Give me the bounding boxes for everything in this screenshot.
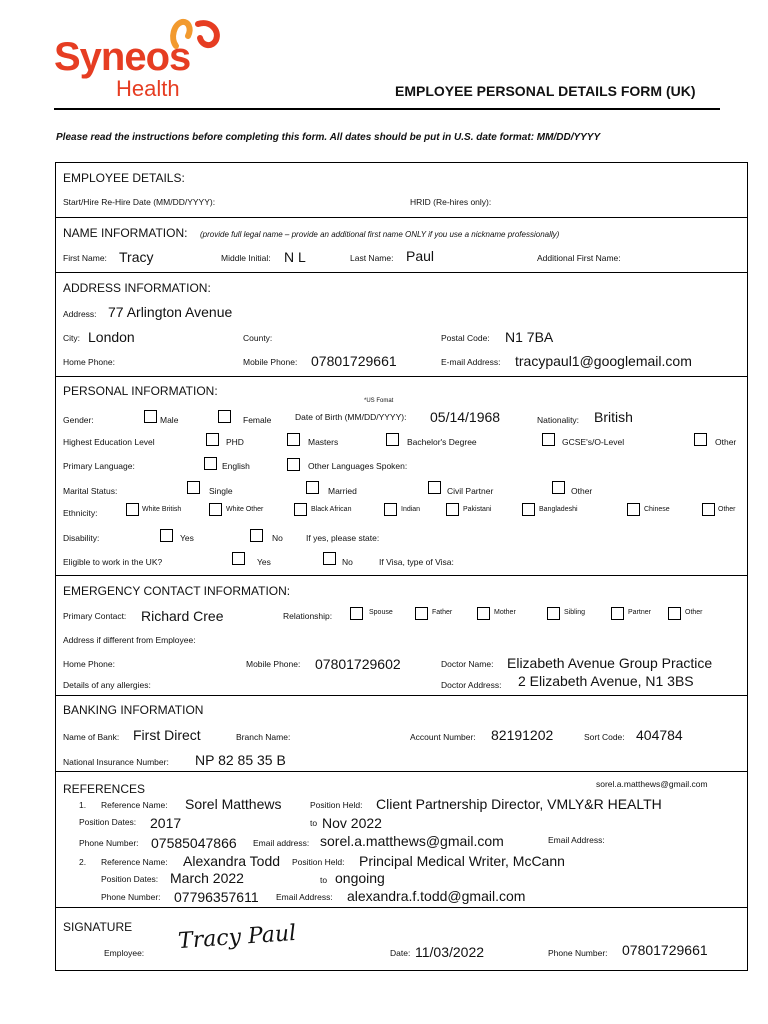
ethnicity-label: Ethnicity: — [63, 508, 98, 518]
allergies-label: Details of any allergies: — [63, 680, 151, 690]
branch-label: Branch Name: — [236, 732, 291, 742]
male-label: Male — [160, 415, 179, 425]
disability-yes-label: Yes — [180, 533, 194, 543]
eligible-no-label: No — [342, 557, 353, 567]
relationship-other-checkbox[interactable] — [668, 607, 681, 620]
ref1-position-label: Position Held: — [310, 800, 363, 810]
hrid-label: HRID (Re-hires only): — [410, 197, 492, 207]
divider — [55, 695, 748, 696]
middle-initial-label: Middle Initial: — [221, 253, 271, 263]
black-african-checkbox[interactable] — [294, 503, 307, 516]
ref1-to-label: to — [310, 818, 318, 828]
ethnicity-other-checkbox[interactable] — [702, 503, 715, 516]
ref1-position-field[interactable]: Client Partnership Director, VMLY&R HEALTH — [376, 796, 662, 812]
other-language-label: Other Languages Spoken: — [308, 461, 408, 471]
divider — [55, 907, 748, 908]
us-format-note: *US Fomat — [364, 398, 394, 404]
education-other-checkbox[interactable] — [694, 433, 707, 446]
email-field[interactable]: tracypaul1@googlemail.com — [515, 353, 692, 369]
visa-label: If Visa, type of Visa: — [379, 557, 454, 567]
section-address: ADDRESS INFORMATION: — [63, 281, 211, 295]
ref2-name-label: Reference Name: — [101, 857, 168, 867]
white-other-checkbox[interactable] — [209, 503, 222, 516]
single-checkbox[interactable] — [187, 481, 200, 494]
white-british-label: White British — [142, 506, 182, 513]
father-checkbox[interactable] — [415, 607, 428, 620]
logo-wordmark: Syneos — [54, 35, 191, 79]
county-label: County: — [243, 333, 273, 343]
disability-no-checkbox[interactable] — [250, 529, 263, 542]
postal-field[interactable]: N1 7BA — [505, 329, 554, 345]
doctor-address-label: Doctor Address: — [441, 680, 502, 690]
instructions: Please read the instructions before completing this form. All dates should be put in U.S. date format: MM/DD/YYYY — [56, 132, 601, 143]
eligible-label: Eligible to work in the UK? — [63, 557, 163, 567]
ni-label: National Insurance Number: — [63, 757, 169, 767]
ref1-name-field[interactable]: Sorel Matthews — [185, 796, 282, 812]
section-employee: EMPLOYEE DETAILS: — [63, 171, 185, 185]
phd-label: PHD — [226, 437, 244, 447]
bangladeshi-checkbox[interactable] — [522, 503, 535, 516]
marital-label: Marital Status: — [63, 486, 118, 496]
ref1-number: 1. — [79, 800, 87, 810]
ref1-email-field[interactable]: sorel.a.matthews@gmail.com — [320, 833, 504, 849]
spouse-checkbox[interactable] — [350, 607, 363, 620]
disability-label: Disability: — [63, 533, 100, 543]
eligible-yes-checkbox[interactable] — [232, 552, 245, 565]
doctor-name-label: Doctor Name: — [441, 659, 494, 669]
date-field[interactable]: 11/03/2022 — [415, 944, 485, 960]
mother-checkbox[interactable] — [477, 607, 490, 620]
english-checkbox[interactable] — [204, 457, 217, 470]
name-note: (provide full legal name – provide an additional first name ONLY if you use a nickname professionally) — [200, 230, 560, 239]
emergency-mobile-label: Mobile Phone: — [246, 659, 301, 669]
first-name-field[interactable]: Tracy — [119, 249, 154, 265]
account-field[interactable]: 82191202 — [491, 727, 554, 743]
partner-label: Partner — [628, 609, 651, 616]
ref1-dates-label: Position Dates: — [79, 817, 137, 827]
eligible-no-checkbox[interactable] — [323, 552, 336, 565]
signature-phone-label: Phone Number: — [548, 948, 608, 958]
sibling-label: Sibling — [564, 609, 586, 616]
city-label: City: — [63, 333, 80, 343]
ref2-to-label: to — [320, 875, 328, 885]
bachelors-label: Bachelor's Degree — [407, 437, 477, 447]
mobile-label: Mobile Phone: — [243, 357, 298, 367]
chinese-label: Chinese — [644, 506, 670, 513]
ref2-date-from[interactable]: March 2022 — [170, 870, 244, 886]
mother-label: Mother — [494, 609, 516, 616]
signature-phone-field[interactable]: 07801729661 — [622, 942, 708, 958]
indian-checkbox[interactable] — [384, 503, 397, 516]
white-other-label: White Other — [226, 506, 264, 513]
ref2-number: 2. — [79, 857, 87, 867]
section-references: REFERENCES — [63, 782, 146, 796]
female-label: Female — [243, 415, 272, 425]
phd-checkbox[interactable] — [206, 433, 219, 446]
form-title: EMPLOYEE PERSONAL DETAILS FORM (UK) — [395, 83, 696, 99]
civil-partner-label: Civil Partner — [447, 486, 494, 496]
ref2-position-field[interactable]: Principal Medical Writer, McCann — [359, 853, 565, 869]
relationship-other-label: Other — [685, 609, 703, 616]
masters-checkbox[interactable] — [287, 433, 300, 446]
sort-code-field[interactable]: 404784 — [636, 727, 683, 743]
section-emergency: EMERGENCY CONTACT INFORMATION: — [63, 584, 291, 598]
doctor-name-field[interactable]: Elizabeth Avenue Group Practice — [507, 655, 713, 671]
doctor-address-field[interactable]: 2 Elizabeth Avenue, N1 3BS — [518, 673, 694, 689]
disability-no-label: No — [272, 533, 283, 543]
partner-checkbox[interactable] — [611, 607, 624, 620]
language-label: Primary Language: — [63, 461, 135, 471]
email-label: E-mail Address: — [441, 357, 501, 367]
disability-state-label: If yes, please state: — [306, 533, 380, 543]
other-language-checkbox[interactable] — [287, 458, 300, 471]
masters-label: Masters — [308, 437, 339, 447]
dob-label: Date of Birth (MM/DD/YYYY): — [295, 412, 407, 422]
chinese-checkbox[interactable] — [627, 503, 640, 516]
dob-field[interactable]: 05/14/1968 — [430, 409, 501, 425]
disability-yes-checkbox[interactable] — [160, 529, 173, 542]
ref1-phone-label: Phone Number: — [79, 838, 139, 848]
additional-name-label: Additional First Name: — [537, 253, 621, 263]
ref1-email-label2: Email Address: — [548, 835, 605, 845]
ref1-phone-field[interactable]: 07585047866 — [151, 835, 237, 851]
ref1-name-label: Reference Name: — [101, 800, 168, 810]
pakistani-label: Pakistani — [463, 506, 492, 513]
section-name: NAME INFORMATION: — [63, 226, 188, 240]
ref1-date-from[interactable]: 2017 — [150, 815, 182, 831]
ref1-email-label: Email address: — [253, 838, 310, 848]
first-name-label: First Name: — [63, 253, 107, 263]
emergency-home-label: Home Phone: — [63, 659, 115, 669]
english-label: English — [222, 461, 250, 471]
male-checkbox[interactable] — [144, 410, 157, 423]
city-field[interactable]: London — [88, 329, 135, 345]
title-rule — [54, 108, 720, 110]
white-british-checkbox[interactable] — [126, 503, 139, 516]
single-label: Single — [209, 486, 233, 496]
middle-initial-field[interactable]: N L — [284, 249, 306, 265]
divider — [55, 217, 748, 218]
section-signature: SIGNATURE — [63, 920, 133, 934]
address-diff-label: Address if different from Employee: — [63, 635, 196, 645]
ref2-email-label: Email Address: — [276, 892, 333, 902]
mobile-field[interactable]: 07801729661 — [311, 353, 397, 369]
ref2-phone-field[interactable]: 07796357611 — [174, 889, 259, 905]
ref2-date-to[interactable]: ongoing — [335, 870, 385, 886]
bank-name-field[interactable]: First Direct — [133, 727, 201, 743]
bachelors-checkbox[interactable] — [386, 433, 399, 446]
ref2-email-field[interactable]: alexandra.f.todd@gmail.com — [347, 888, 526, 904]
postal-label: Postal Code: — [441, 333, 490, 343]
ref2-position-label: Position Held: — [292, 857, 345, 867]
nationality-field[interactable]: British — [594, 409, 633, 425]
emergency-mobile-field[interactable]: 07801729602 — [315, 656, 401, 672]
civil-partner-checkbox[interactable] — [428, 481, 441, 494]
bank-name-label: Name of Bank: — [63, 732, 120, 742]
ethnicity-other-label: Other — [718, 506, 736, 513]
section-banking: BANKING INFORMATION — [63, 703, 204, 717]
divider — [55, 272, 748, 273]
nationality-label: Nationality: — [537, 415, 580, 425]
gcse-checkbox[interactable] — [542, 433, 555, 446]
ref2-dates-label: Position Dates: — [101, 874, 159, 884]
sort-code-label: Sort Code: — [584, 732, 625, 742]
primary-contact-field[interactable]: Richard Cree — [141, 608, 224, 624]
ref1-date-to[interactable]: Nov 2022 — [322, 815, 382, 831]
eligible-yes-label: Yes — [257, 557, 271, 567]
female-checkbox[interactable] — [218, 410, 231, 423]
education-other-label: Other — [715, 437, 737, 447]
section-personal: PERSONAL INFORMATION: — [63, 384, 218, 398]
relationship-label: Relationship: — [283, 611, 333, 621]
married-label: Married — [328, 486, 357, 496]
address-label: Address: — [63, 309, 97, 319]
divider — [55, 376, 748, 377]
ref2-name-field[interactable]: Alexandra Todd — [183, 853, 281, 869]
divider — [55, 575, 748, 576]
father-label: Father — [432, 609, 453, 616]
primary-contact-label: Primary Contact: — [63, 611, 127, 621]
date-label: Date: — [390, 948, 411, 958]
sibling-checkbox[interactable] — [547, 607, 560, 620]
last-name-label: Last Name: — [350, 253, 394, 263]
ref2-phone-label: Phone Number: — [101, 892, 161, 902]
address-field[interactable]: 77 Arlington Avenue — [108, 304, 233, 320]
indian-label: Indian — [401, 506, 421, 513]
employee-label: Employee: — [104, 948, 145, 958]
married-checkbox[interactable] — [306, 481, 319, 494]
logo-subtext: Health — [116, 76, 180, 101]
pakistani-checkbox[interactable] — [446, 503, 459, 516]
marital-other-checkbox[interactable] — [552, 481, 565, 494]
marital-other-label: Other — [571, 486, 593, 496]
gender-label: Gender: — [63, 415, 94, 425]
black-african-label: Black African — [311, 506, 352, 513]
last-name-field[interactable]: Paul — [406, 248, 435, 264]
logo-mark-icon — [168, 16, 224, 52]
gcse-label: GCSE's/O-Level — [562, 437, 625, 447]
account-label: Account Number: — [410, 732, 476, 742]
employee-signature[interactable]: Tracy Paul — [177, 920, 297, 955]
divider — [55, 771, 748, 772]
start-date-label: Start/Hire Re-Hire Date (MM/DD/YYYY): — [63, 197, 216, 207]
ni-field[interactable]: NP 82 85 35 B — [195, 752, 286, 768]
corner-email: sorel.a.matthews@gmail.com — [596, 779, 708, 789]
education-label: Highest Education Level — [63, 437, 155, 447]
home-phone-label: Home Phone: — [63, 357, 115, 367]
bangladeshi-label: Bangladeshi — [539, 506, 578, 513]
spouse-label: Spouse — [369, 609, 393, 616]
